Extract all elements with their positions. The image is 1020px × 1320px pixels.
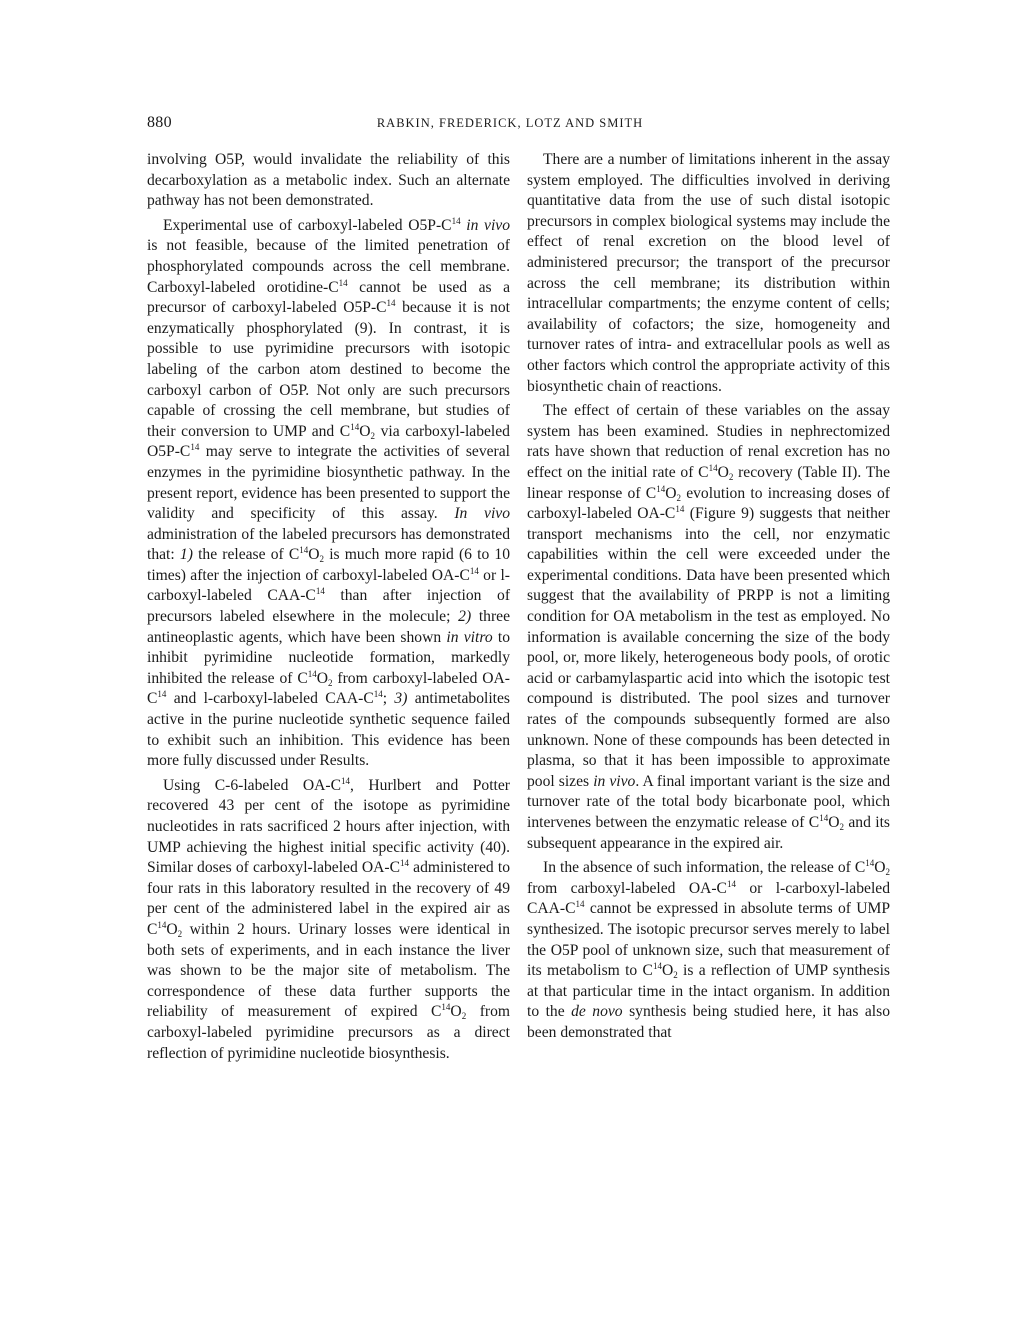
paragraph: The effect of certain of these variables on the assay system has been examined. Studies in nephrectomized rats have shown that reduction of renal excretion has no effect on the initial rate of $C^{14}O_2$ recovery (Table II). The linear response of $C^{14}O_2$ evolution to increasing doses of carboxyl-labeled $OA-C^{14}$ (Figure 9) suggests that neither transport mechanisms into the cell, nor enzymatic capabilities within the cell were exceeded under the experimental conditions. Data have been presented which suggest that the availability of PRPP is not a limiting condition for OA metabolism in the test as employed. No information is available concerning the size of the body pool, or, more likely, heterogeneous body pools, of orotic acid or carbamylaspartic acid into which the isotopic test compound is distributed. The pool sizes and turnover rates of the compounds subsequently formed are also unknown. None of these compounds has been detected in plasma, so that it has been impossible to approximate pool sizes in vivo. A final important variant is the size and turnover rate of the total body bicarbonate pool, which intervenes between the enzymatic release of $C^{14}O_2$ and its subsequent appearance in the expired air. xyxy=(527,402,891,852)
left-column xyxy=(147,150,510,1064)
page-header xyxy=(0,114,1020,136)
paragraph: involving O5P, would invalidate the reliability of this decarboxylation as a metabolic index. Such an alternate pathway has not been demonstrated. xyxy=(147,151,510,210)
paragraph: Experimental use of carboxyl-labeled $O5P-C^{14}$ in vivo is not feasible, because of the limited penetration of phosphorylated compounds across the cell membrane. Carboxyl-labeled orotidine-$C^{14}$ cannot be used as a precursor of carboxyl-labeled $O5P-C^{14}$ because it is not enzymatically phosphorylated (9). In contrast, it is possible to use pyrimidine precursors with isotopic labeling of the carbon atom destined to become the carboxyl carbon of O5P. Not only are such precursors capable of crossing the cell membrane, but studies of their conversion to UMP and $C^{14}O_2$ via carboxyl-labeled $O5P-C^{14}$ may serve to integrate the activities of several enzymes in the pyrimidine biosynthetic pathway. In the present report, evidence has been presented to support the validity and specificity of this assay. In vivo administration of the labeled precursors has demonstrated that: 1) the release of $C^{14}O_2$ is much more rapid (6 to 10 times) after the injection of carboxyl-labeled $OA-C^{14}$ or l-carboxyl-labeled CAA-$C^{14}$ than after injection of precursors labeled elsewhere in the molecule; 2) three antineoplastic agents, which have been shown in vitro to inhibit pyrimidine nucleotide formation, markedly inhibited the release of $C^{14}O_2$ from carboxyl-labeled $OA-C^{14}$ and l-carboxyl-labeled CAA-$C^{14}$; 3) antimetabolites active in the purine nucleotide synthetic sequence failed to exhibit such an inhibition. This evidence has been more fully discussed under Results. xyxy=(147,215,511,770)
right-column xyxy=(527,150,890,1044)
page-number: 880 xyxy=(147,114,172,131)
paragraph: There are a number of limitations inherent in the assay system employed. The difficulties involved in deriving quantitative data from the use of such distal isotopic precursors in complex biological systems may include the effect of renal excretion on the blood level of administered precursor; the transport of the precursor across the cell membrane; its distribution within intracellular compartments; the enzyme content of cells; availability of cofactors; the size, homogeneity and turnover rates of intra- and extracellular pools as well as other factors which control the appropriate activity of this biosynthetic chain of reactions. xyxy=(527,151,890,395)
paragraph: In the absence of such information, the release of $C^{14}O_2$ from carboxyl-labeled $OA-C^{14}$ or l-carboxyl-labeled CAA-$C^{14}$ cannot be expressed in absolute terms of UMP synthesized. The isotopic precursor serves merely to label the O5P pool of unknown size, such that measurement of its metabolism to $C^{14}O_2$ is a reflection of UMP synthesis at that particular time in the intact organism. In addition to the de novo synthesis being studied here, it has also been demonstrated that xyxy=(527,858,890,1041)
running-head: RABKIN, FREDERICK, LOTZ AND SMITH xyxy=(376,116,644,130)
paragraph: Using C-6-labeled $OA-C^{14}$, Hurlbert and Potter recovered 43 per cent of the isotope as pyrimidine nucleotides in rats sacrificed 2 hours after injection, with UMP achieving the highest initial specific activity (40). Similar doses of carboxyl-labeled $OA-C^{14}$ administered to four rats in this laboratory resulted in the recovery of 49 per cent of the administered label in the expired air as $C^{14}O_2$ within 2 hours. Urinary losses were identical in both sets of experiments, and in each instance the liver was shown to be the major site of metabolism. The correspondence of these data further supports the reliability of measurement of expired $C^{14}O_2$ from carboxyl-labeled pyrimidine precursors as a direct reflection of pyrimidine nucleotide biosynthesis. xyxy=(147,775,511,1062)
